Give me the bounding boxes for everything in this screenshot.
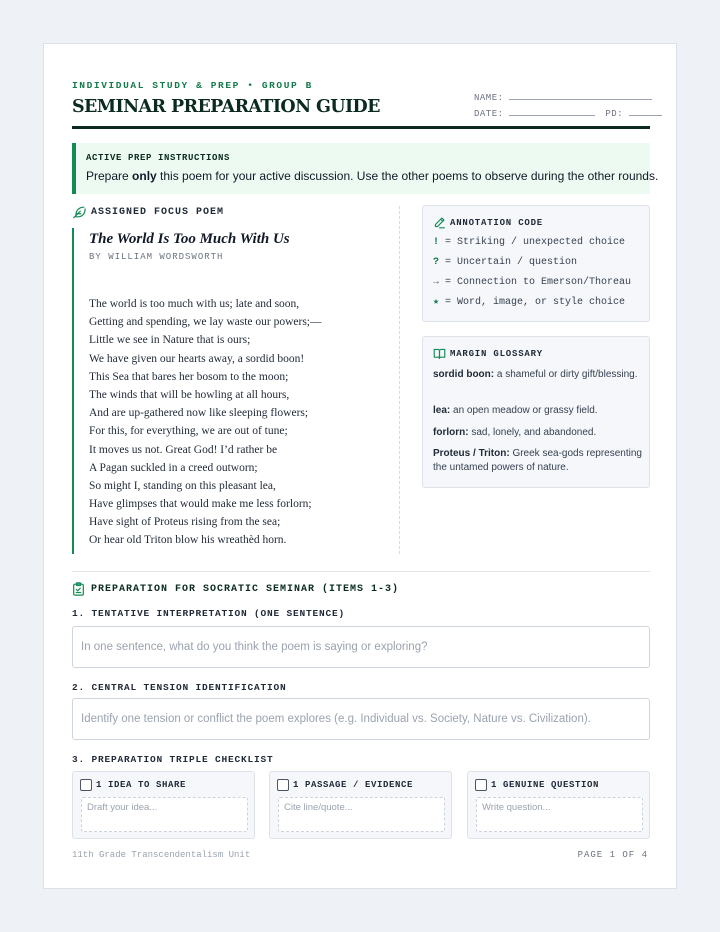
name-label: NAME: bbox=[474, 93, 504, 103]
glossary-entry: sordid boon: a shameful or dirty gift/blessing. bbox=[433, 369, 638, 380]
checklist-idea-header: 1 IDEA TO SHARE bbox=[80, 779, 186, 791]
glossary-entry: forlorn: sad, lonely, and abandoned. bbox=[433, 427, 597, 438]
margin-glossary-card bbox=[422, 336, 650, 488]
instructions-heading: ACTIVE PREP INSTRUCTIONS bbox=[86, 153, 231, 163]
clipboard-icon bbox=[72, 582, 85, 596]
date-line[interactable] bbox=[509, 108, 595, 116]
checklist-idea-card bbox=[72, 771, 255, 839]
poem-line: Or hear old Triton blow his wreathèd horn. bbox=[89, 534, 287, 547]
q3-label: 3. PREPARATION TRIPLE CHECKLIST bbox=[72, 754, 274, 765]
poem-line: The winds that will be howling at all hours, bbox=[89, 388, 290, 401]
checklist-passage-header: 1 PASSAGE / EVIDENCE bbox=[277, 779, 413, 791]
section-divider bbox=[72, 571, 650, 572]
poem-line: This Sea that bares her bosom to the moon; bbox=[89, 370, 289, 383]
date-pd-field[interactable] bbox=[474, 108, 662, 119]
annotation-code-row: ★ = Word, image, or style choice bbox=[433, 297, 626, 308]
poem-line: And are up-gathered now like sleeping flowers; bbox=[89, 407, 309, 420]
annotation-code-row: ! = Striking / unexpected choice bbox=[433, 237, 626, 248]
name-line[interactable] bbox=[509, 92, 652, 100]
poem-line: Have sight of Proteus rising from the sea; bbox=[89, 516, 281, 529]
checklist-question-card bbox=[467, 771, 650, 839]
question-checkbox[interactable] bbox=[475, 779, 487, 791]
passage-input[interactable] bbox=[278, 797, 445, 832]
glossary-entry: lea: an open meadow or grassy field. bbox=[433, 405, 598, 416]
annotation-code-row: → = Connection to Emerson/Thoreau bbox=[433, 277, 632, 288]
book-icon bbox=[433, 347, 446, 360]
footer-page-number: PAGE 1 OF 4 bbox=[577, 850, 648, 860]
column-divider bbox=[399, 206, 400, 554]
poem-line: Getting and spending, we lay waste our powers;— bbox=[89, 316, 322, 329]
question-input[interactable] bbox=[476, 797, 643, 832]
focus-poem-label: ASSIGNED FOCUS POEM bbox=[72, 205, 224, 219]
idea-input[interactable] bbox=[81, 797, 248, 832]
poem-line: For this, for everything, we are out of tune; bbox=[89, 425, 288, 438]
poem-line: We have given our hearts away, a sordid boon! bbox=[89, 352, 305, 365]
poem-block bbox=[72, 228, 372, 554]
instructions-callout bbox=[72, 143, 659, 194]
feather-icon bbox=[72, 205, 86, 219]
pd-line[interactable] bbox=[629, 108, 662, 116]
idea-checkbox[interactable] bbox=[80, 779, 92, 791]
poem-title: The World Is Too Much With Us bbox=[89, 231, 290, 247]
poem-line: Have glimpses that would make me less forlorn; bbox=[89, 498, 312, 511]
eyebrow-label: INDIVIDUAL STUDY & PREP • GROUP B bbox=[72, 80, 313, 91]
poem-author: BY WILLIAM WORDSWORTH bbox=[89, 252, 224, 262]
name-field[interactable] bbox=[474, 92, 652, 103]
q1-label: 1. TENTATIVE INTERPRETATION (ONE SENTENCE) bbox=[72, 608, 346, 619]
q2-label: 2. CENTRAL TENSION IDENTIFICATION bbox=[72, 682, 287, 693]
header-rule bbox=[72, 126, 650, 129]
date-label: DATE: bbox=[474, 109, 504, 119]
poem-line: Little we see in Nature that is ours; bbox=[89, 334, 251, 347]
preparation-heading: PREPARATION FOR SOCRATIC SEMINAR (ITEMS 1-3) bbox=[72, 582, 399, 596]
pd-label: PD: bbox=[605, 109, 624, 119]
worksheet-page bbox=[43, 43, 677, 889]
poem-line: A Pagan suckled in a creed outworn; bbox=[89, 461, 258, 474]
interpretation-input[interactable] bbox=[72, 626, 650, 668]
poem-line: The world is too much with us; late and soon, bbox=[89, 298, 300, 310]
checklist-passage-card bbox=[269, 771, 452, 839]
tension-input[interactable] bbox=[72, 698, 650, 740]
pen-icon bbox=[433, 216, 446, 229]
instructions-text: Prepare only this poem for your active discussion. Use the other poems to observe during the other rounds. bbox=[86, 169, 659, 183]
glossary-entry: Proteus / Triton: Greek sea-gods representing the untamed powers of nature. bbox=[433, 448, 642, 473]
poem-line: It moves us not. Great God! I’d rather be bbox=[89, 443, 278, 456]
page-title: SEMINAR PREPARATION GUIDE bbox=[72, 97, 380, 117]
glossary-heading: MARGIN GLOSSARY bbox=[433, 347, 543, 360]
footer-unit: 11th Grade Transcendentalism Unit bbox=[72, 850, 251, 860]
checklist-question-header: 1 GENUINE QUESTION bbox=[475, 779, 599, 791]
passage-checkbox[interactable] bbox=[277, 779, 289, 791]
poem-lines bbox=[89, 295, 322, 550]
annotation-code-row: ? = Uncertain / question bbox=[433, 257, 578, 268]
annotation-code-card bbox=[422, 205, 650, 322]
annotation-heading: ANNOTATION CODE bbox=[433, 216, 543, 229]
poem-line: So might I, standing on this pleasant lea, bbox=[89, 479, 276, 492]
